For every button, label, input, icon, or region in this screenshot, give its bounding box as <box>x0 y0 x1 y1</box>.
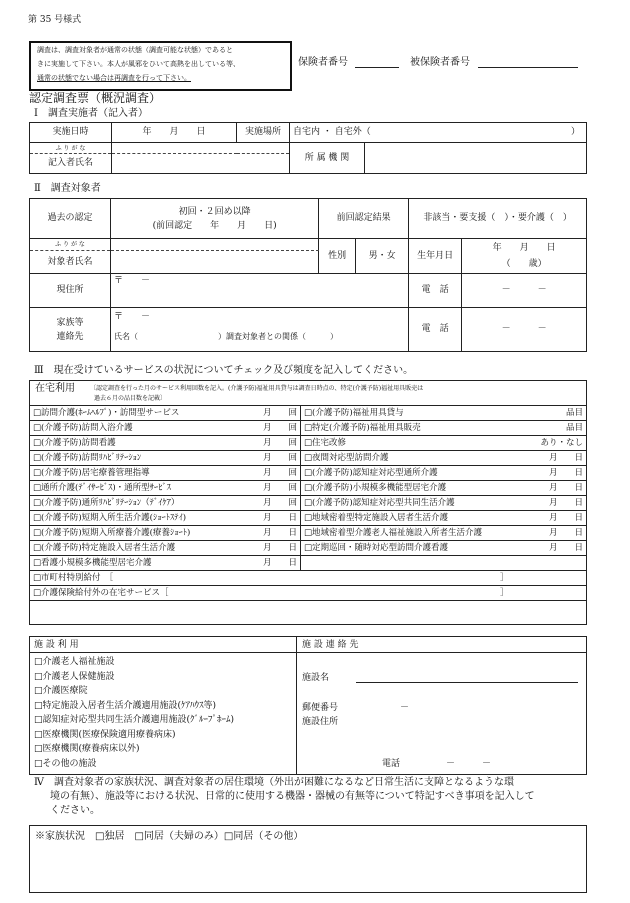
section-2-heading: Ⅱ 調査対象者 <box>34 183 101 194</box>
service-right-frequency[interactable]: 月 日 <box>520 451 587 466</box>
subject-name-field[interactable] <box>111 251 319 274</box>
service-right-name[interactable]: □(介護予防)福祉用具貸与 <box>301 406 521 421</box>
family-status-options[interactable]: ※家族状況 □独居 □同居（夫婦のみ）□同居（その他） <box>35 831 304 842</box>
facility-type-option[interactable]: □特定施設入居者生活介護適用施設(ｹｱﾊｳｽ等) <box>34 700 217 711</box>
service-left-name[interactable]: □(介護予防)特定施設入居者生活介護 <box>30 541 235 556</box>
service-left-frequency[interactable]: 月 回 <box>234 406 301 421</box>
facility-box <box>29 636 587 775</box>
dob-value-text: 年 月 日 <box>492 243 556 253</box>
facility-use-label: 施 設 利 用 <box>34 640 79 650</box>
family-contact-label <box>30 308 111 352</box>
service-left-frequency[interactable]: 月 日 <box>234 556 301 571</box>
service-left-name[interactable]: □(介護予防)通所ﾘﾊﾋﾞﾘﾃｰｼｮﾝ（ﾃﾞｲｹｱ） <box>30 496 235 511</box>
service-row <box>30 496 587 511</box>
section-1-table <box>29 122 587 174</box>
service-left-frequency[interactable]: 月 回 <box>234 451 301 466</box>
service-right-frequency[interactable]: 品目 <box>520 406 587 421</box>
section-1-heading: Ⅰ 調査実施者（記入者） <box>34 108 148 119</box>
family-contact-label-2: 連絡先 <box>56 331 84 342</box>
service-row <box>30 421 587 436</box>
address-label: 現住所 <box>30 274 111 308</box>
facility-contact-label: 施 設 連 絡 先 <box>302 640 359 650</box>
section-4-line-3: ください。 <box>50 805 100 816</box>
service-left-name[interactable]: □訪問介護(ﾎｰﾑﾍﾙﾌﾟ)・訪問型サービス <box>30 406 235 421</box>
service-row <box>30 556 587 571</box>
prev-result-value[interactable]: 非該当・要支援（ ）・要介護（ ） <box>409 199 587 239</box>
facility-type-option[interactable]: □介護老人福祉施設 <box>34 657 115 667</box>
facility-list <box>34 655 234 771</box>
service-right-frequency[interactable]: 月 日 <box>520 466 587 481</box>
place-close: ） <box>570 127 580 137</box>
facility-type-option[interactable]: □認知症対応型共同生活介護適用施設(ｸﾞﾙｰﾌﾟﾎｰﾑ) <box>34 715 235 725</box>
service-left-frequency[interactable]: 月 回 <box>234 466 301 481</box>
service-left-name[interactable]: □通所介護(ﾃﾞｲｻｰﾋﾞｽ)・通所型ｻｰﾋﾞｽ <box>30 481 235 496</box>
section-4-heading <box>34 776 535 818</box>
service-right-name[interactable]: □(介護予防)小規模多機能型居宅介護 <box>301 481 521 496</box>
family-name-relation: 氏名（ ）調査対象者との関係（ ） <box>114 332 338 341</box>
date-label: 実施日時 <box>30 123 112 143</box>
address-tel-label: 電 話 <box>409 274 462 308</box>
service-right-frequency[interactable]: 月 日 <box>520 526 587 541</box>
writer-furigana-field[interactable] <box>112 143 290 154</box>
service-row <box>30 481 587 496</box>
facility-address-label: 施設住所 <box>302 717 339 727</box>
facility-type-option[interactable]: □介護老人保健施設 <box>34 671 115 682</box>
service-right-name[interactable]: □定期巡回・随時対応型訪問介護看護 <box>301 541 521 556</box>
prev-result-label: 前回認定結果 <box>319 199 409 239</box>
org-field[interactable] <box>365 143 587 173</box>
home-note-1: 〔認定調査を行った月のサービス利用回数を記入。(介護予防)福祉用具貸与は調査日時点の、特定(介護予防)福祉用具販売は <box>90 385 424 392</box>
facility-name-field[interactable] <box>356 682 578 683</box>
service-right-name[interactable]: □(介護予防)認知症対応型通所介護 <box>301 466 521 481</box>
section-4-line-1: Ⅳ 調査対象者の家族状況、調査対象者の居住環境（外出が困難になるなど日常生活に支障となるような環 <box>34 777 514 788</box>
home-note-2: 過去６月の品目数を記載〕 <box>94 395 167 402</box>
facility-divider <box>296 637 297 774</box>
insurer-number-label: 保険者番号 <box>298 57 348 68</box>
municipal-special-benefit-label: □市町村特別給付 ［ <box>33 572 114 583</box>
form-number: 第 35 号様式 <box>28 15 82 25</box>
subject-furigana-label: ふ り が な <box>30 239 111 251</box>
writer-furigana-label: ふ り が な <box>30 143 112 154</box>
service-left-frequency[interactable]: 月 日 <box>234 511 301 526</box>
facility-tel-field[interactable]: － － <box>446 759 492 769</box>
facility-type-option[interactable]: □その他の施設 <box>34 758 97 769</box>
sex-value[interactable]: 男・女 <box>356 239 409 274</box>
service-right-frequency <box>520 556 587 571</box>
service-right-frequency[interactable]: 月 日 <box>520 541 587 556</box>
service-right-name[interactable]: □特定(介護予防)福祉用具販売 <box>301 421 521 436</box>
service-row <box>30 436 587 451</box>
facility-type-option[interactable]: □介護医療院 <box>34 686 88 696</box>
service-right-frequency[interactable]: 月 日 <box>520 481 587 496</box>
service-right-name <box>301 556 521 571</box>
service-left-name[interactable]: □(介護予防)短期入所生活介護(ｼｮｰﾄｽﾃｲ) <box>30 511 235 526</box>
notice-line-1: 調査は、調査対象者が通常の状態（調査可能な状態）であると <box>37 46 233 54</box>
section-4-line-2: 境の有無）、施設等における状況、日常的に使用する機器・器械の有無等について特記すべき事項を記入して <box>50 791 535 802</box>
section-2-table <box>29 198 587 352</box>
service-left-frequency[interactable]: 月 回 <box>234 421 301 436</box>
facility-type-option[interactable]: □医療機関(医療保険適用療養病床) <box>34 729 176 740</box>
service-row <box>30 526 587 541</box>
notice-line-3: 通常の状態でない場合は再調査を行って下さい。 <box>37 74 191 82</box>
family-contact-label-1: 家族等 <box>56 317 84 328</box>
service-row <box>30 451 587 466</box>
service-left-name[interactable]: □(介護予防)訪問入浴介護 <box>30 421 235 436</box>
municipal-special-benefit-bracket: ］ <box>500 572 509 583</box>
family-contact-field[interactable] <box>111 308 409 352</box>
non-insurance-home-service-bracket: ］ <box>500 587 509 598</box>
home-service-label: 在宅利用 <box>35 383 75 394</box>
past-cert-label: 過去の認定 <box>30 199 111 239</box>
service-right-frequency[interactable]: 品目 <box>520 421 587 436</box>
municipal-special-benefit[interactable] <box>30 571 587 586</box>
insured-number-field[interactable] <box>478 67 578 68</box>
form-title: 認定調査票（概況調査） <box>29 91 162 105</box>
past-cert-line-1: 初回・２回め以降 <box>178 206 251 217</box>
service-row <box>30 466 587 481</box>
family-tel-label: 電 話 <box>409 308 462 352</box>
service-right-frequency[interactable]: 月 日 <box>520 511 587 526</box>
service-left-frequency[interactable]: 月 日 <box>234 526 301 541</box>
non-insurance-home-service-label: □介護保険給付外の在宅サービス［ <box>33 587 169 598</box>
place-value[interactable] <box>290 123 587 143</box>
org-label: 所 属 機 関 <box>290 143 365 173</box>
past-cert-line-2: (前回認定 年 月 日) <box>152 220 277 231</box>
past-cert-value[interactable] <box>111 199 319 239</box>
service-right-name[interactable]: □地域密着型特定施設入居者生活介護 <box>301 511 521 526</box>
service-left-name[interactable]: □看護小規模多機能型居宅介護 <box>30 556 235 571</box>
facility-name-label: 施設名 <box>302 673 330 683</box>
org-subtable <box>290 143 586 173</box>
service-left-name[interactable]: □(介護予防)短期入所療養介護(療養ｼｮｰﾄ) <box>30 526 235 541</box>
service-right-frequency[interactable]: あり・なし <box>520 436 587 451</box>
age-value-text: （ 歳） <box>501 259 547 269</box>
family-postal: 〒 － <box>114 312 151 322</box>
service-right-name[interactable]: □地域密着型介護老人福祉施設入所者生活介護 <box>301 526 521 541</box>
service-left-frequency[interactable]: 月 回 <box>234 436 301 451</box>
service-left-name[interactable]: □(介護予防)訪問看護 <box>30 436 235 451</box>
sex-label: 性別 <box>319 239 356 274</box>
special-notes-box[interactable] <box>29 825 587 893</box>
service-left-name[interactable]: □(介護予防)訪問ﾘﾊﾋﾞﾘﾃｰｼｮﾝ <box>30 451 235 466</box>
place-value-text: 自宅内 ・ 自宅外（ <box>293 127 371 137</box>
address-field[interactable]: 〒 － <box>111 274 409 308</box>
address-tel-field[interactable]: － － <box>462 274 587 308</box>
subject-furigana-field[interactable] <box>111 239 319 251</box>
facility-postal-dash[interactable]: － <box>400 703 410 713</box>
family-tel-field[interactable]: － － <box>462 308 587 352</box>
municipal-special-benefit-row <box>30 571 587 586</box>
insured-number-label: 被保険者番号 <box>410 57 470 68</box>
dob-value[interactable] <box>462 239 587 274</box>
writer-name-field[interactable] <box>112 154 290 174</box>
service-row <box>30 541 587 556</box>
service-right-frequency[interactable]: 月 日 <box>520 496 587 511</box>
facility-type-option[interactable]: □医療機関(療養病床以外) <box>34 744 140 754</box>
section-3-heading: Ⅲ 現在受けているサービスの状況についてチェック及び頻度を記入してください。 <box>34 365 414 376</box>
service-left-frequency[interactable]: 月 日 <box>234 541 301 556</box>
insurer-number-field[interactable] <box>355 67 399 68</box>
facility-tel-label: 電話 <box>382 759 401 769</box>
date-value[interactable]: 年 月 日 <box>112 123 237 143</box>
service-right-name[interactable]: □住宅改修 <box>301 436 521 451</box>
facility-header-line <box>30 652 586 653</box>
service-right-name[interactable]: □夜間対応型訪問介護 <box>301 451 521 466</box>
service-left-frequency[interactable]: 月 回 <box>234 481 301 496</box>
service-left-name[interactable]: □(介護予防)居宅療養管理指導 <box>30 466 235 481</box>
facility-postal-label: 郵便番号 <box>302 703 339 713</box>
service-right-name[interactable]: □(介護予防)認知症対応型共同生活介護 <box>301 496 521 511</box>
service-row <box>30 406 587 421</box>
non-insurance-home-service[interactable] <box>30 586 587 601</box>
place-label: 実施場所 <box>237 123 290 143</box>
notice-box <box>29 41 292 91</box>
non-insurance-home-service-row <box>30 586 587 601</box>
notice-line-2: きに実施して下さい。本人が風邪をひいて高熱を出している等、 <box>37 60 240 68</box>
service-left-frequency[interactable]: 月 回 <box>234 496 301 511</box>
service-table <box>29 405 587 601</box>
writer-name-label: 記入者氏名 <box>30 154 112 174</box>
dob-label: 生年月日 <box>409 239 462 274</box>
service-row <box>30 511 587 526</box>
subject-name-label: 対象者氏名 <box>30 251 111 274</box>
